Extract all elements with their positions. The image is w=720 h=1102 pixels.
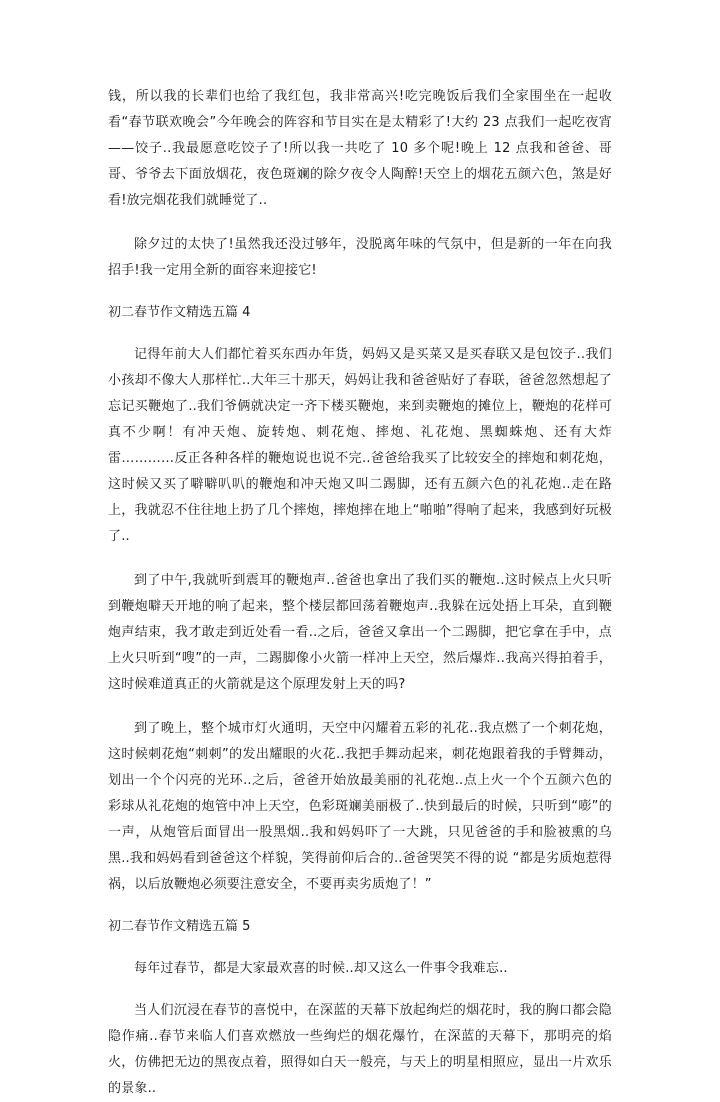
paragraph-continuation: 钱，所以我的长辈们也给了我红包，我非常高兴!吃完晚饭后我们全家围坐在一起收看“春节联欢晚会”今年晚会的阵容和节目实在是太精彩了!大约 23 点我们一起吃夜宵——饺子..我最愿意吃饺子了!所以我一共吃了 10 多个呢!晚上 12 点我和爸爸、哥哥、爷爷去下面放烟花，夜色斑斓的除夕夜令人陶醉!天空上的烟花五颜六色，煞是好看!放完烟花我们就睡觉了.. (108, 89, 612, 208)
section-4-paragraph-3: 到了晚上，整个城市灯火通明，天空中闪耀着五彩的礼花..我点燃了一个刺花炮，这时候刺花炮“刺刺”的发出耀眼的火花..我把手舞动起来，刺花炮跟着我的手臂舞动，划出一个个闪亮的光环..之后，爸爸开始放最美丽的礼花炮..点上火一个个五颜六色的彩球从礼花炮的炮管中冲上天空，色彩斑斓美丽极了..快到最后的时候，只听到“嘭”的一声，从炮管后面冒出一股黑烟..我和妈妈吓了一大跳，只见爸爸的手和脸被熏的乌黑..我和妈妈看到爸爸这个样貌，笑得前仰后合的..爸爸哭笑不得的说 “都是劣质炮惹得祸，以后放鞭炮必须要注意安全，不要再卖劣质炮了！” (108, 721, 612, 892)
document-body (108, 84, 612, 1102)
section-5-title: 初二春节作文精选五篇 5 (108, 919, 251, 934)
section-4-paragraph-1: 记得年前大人们都忙着买东西办年货，妈妈又是买菜又是买春联又是包饺子..我们小孩却不像大人那样忙..大年三十那天，妈妈让我和爸爸贴好了春联，爸爸忽然想起了忘记买鞭炮了..我们爷俩就决定一齐下楼买鞭炮，来到卖鞭炮的摊位上，鞭炮的花样可真不少啊！有冲天炮、旋转炮、刺花炮、摔炮、礼花炮、黑蜘蛛炮、还有大炸雷…………反正各种各样的鞭炮说也说不完..爸爸给我买了比较安全的摔炮和刺花炮，这时候又买了噼噼叭叭的鞭炮和冲天炮又叫二踢脚，还有五颜六色的礼花炮..走在路上，我就忍不住往地上扔了几个摔炮，摔炮摔在地上“啪啪”得响了起来，我感到好玩极了.. (108, 347, 612, 544)
section-5-paragraph-2: 当人们沉浸在春节的喜悦中，在深蓝的天幕下放起绚烂的烟花时，我的胸口都会隐隐作痛..春节来临人们喜欢燃放一些绚烂的烟花爆竹，在深蓝的天幕下，那明亮的焰火，仿佛把无边的黑夜点着，照得如白天一般亮，与天上的明星相照应，显出一片欢乐的景象.. (108, 1003, 612, 1096)
section-4-paragraph-2: 到了中午,我就听到震耳的鞭炮声..爸爸也拿出了我们买的鞭炮..这时候点上火只听到鞭炮噼天开地的响了起来，整个楼层都回荡着鞭炮声..我躲在远处捂上耳朵，直到鞭炮声结束，我才敢走到近处看一看..之后，爸爸又拿出一个二踢脚，把它拿在手中，点上火只听到“嗖”的一声，二踢脚像小火箭一样冲上天空，然后爆炸..我高兴得拍着手，这时候难道真正的火箭就是这个原理发射上天的吗? (108, 573, 612, 692)
section-5-paragraph-1: 每年过春节，都是大家最欢喜的时候..却又这么一件事令我难忘.. (134, 961, 508, 976)
paragraph-new-year-eve-summary: 除夕过的太快了!虽然我还没过够年，没脱离年味的气氛中，但是新的一年在向我招手!我一定用全新的面容来迎接它! (108, 237, 612, 278)
section-4-title: 初二春节作文精选五篇 4 (108, 305, 251, 320)
